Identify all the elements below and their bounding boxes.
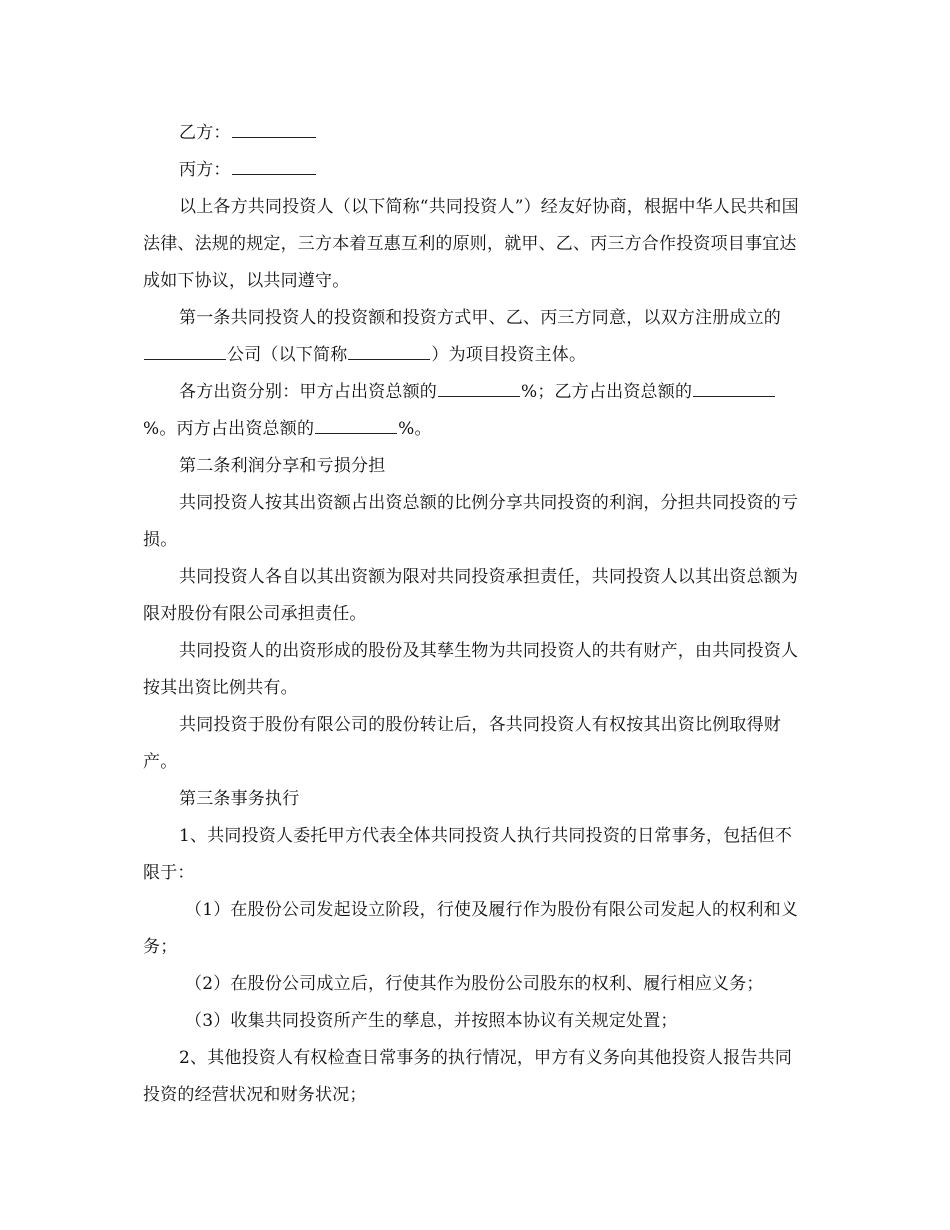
- article-3-heading: 第三条事务执行: [179, 789, 300, 809]
- item-1-paragraph: （1）在股份公司发起设立阶段，行使及履行作为股份有限公司发起人的权利和义务；: [143, 900, 799, 957]
- contribution-text-a: 各方出资分别：甲方占出资总额的: [179, 382, 437, 402]
- contribution-paragraph: [143, 374, 805, 448]
- intro-paragraph: 以上各方共同投资人（以下简称“共同投资人”）经友好协商，根据中华人民共和国法律、法规的规定，三方本着互惠互利的原则，就甲、乙、丙三方合作投资项目事宜达成如下协议，以共同遵守。: [143, 197, 799, 291]
- article-1-paragraph: [143, 300, 805, 374]
- party-b-label: 乙方：: [179, 123, 231, 143]
- company-name-blank: [144, 343, 226, 360]
- article-1-text-b: 公司（以下简称: [227, 345, 348, 365]
- item-3-paragraph: （3）收集共同投资所产生的孳息，并按照本协议有关规定处置；: [185, 1011, 678, 1031]
- party-b-line: [143, 115, 805, 152]
- item-2-paragraph: （2）在股份公司成立后，行使其作为股份公司股东的权利、履行相应义务；: [185, 974, 764, 994]
- liability-paragraph: 共同投资人各自以其出资额为限对共同投资承担责任，共同投资人以其出资总额为限对股份有限公司承担责任。: [143, 567, 799, 624]
- contribution-text-b: %；乙方占出资总额的: [521, 382, 693, 402]
- article-1-text-c: ）为项目投资主体。: [431, 345, 587, 365]
- party-b-blank: [232, 121, 316, 138]
- document-body: [143, 115, 805, 1114]
- contribution-text-d: %。: [398, 419, 432, 439]
- short-name-blank: [348, 343, 430, 360]
- party-b-share-blank: [693, 380, 775, 397]
- contribution-text-c: %。丙方占出资总额的: [143, 419, 315, 439]
- article-2-heading: 第二条利润分享和亏损分担: [179, 456, 386, 476]
- article-1-text-a: 第一条共同投资人的投资额和投资方式甲、乙、丙三方同意，以双方注册成立的: [179, 308, 781, 328]
- party-c-line: [143, 152, 805, 189]
- delegation-paragraph: 1、共同投资人委托甲方代表全体共同投资人执行共同投资的日常事务，包括但不限于：: [143, 826, 793, 883]
- shared-property-paragraph: 共同投资人的出资形成的股份及其孳生物为共同投资人的共有财产，由共同投资人按其出资比例共有。: [143, 641, 799, 698]
- share-transfer-paragraph: 共同投资于股份有限公司的股份转让后，各共同投资人有权按其出资比例取得财产。: [143, 715, 781, 772]
- party-c-share-blank: [315, 417, 397, 434]
- inspection-right-paragraph: 2、其他投资人有权检查日常事务的执行情况，甲方有义务向其他投资人报告共同投资的经营状况和财务状况；: [143, 1048, 793, 1105]
- party-c-blank: [232, 158, 316, 175]
- party-a-share-blank: [438, 380, 520, 397]
- profit-sharing-paragraph: 共同投资人按其出资额占出资总额的比例分享共同投资的利润，分担共同投资的亏损。: [143, 493, 799, 550]
- party-c-label: 丙方：: [179, 160, 231, 180]
